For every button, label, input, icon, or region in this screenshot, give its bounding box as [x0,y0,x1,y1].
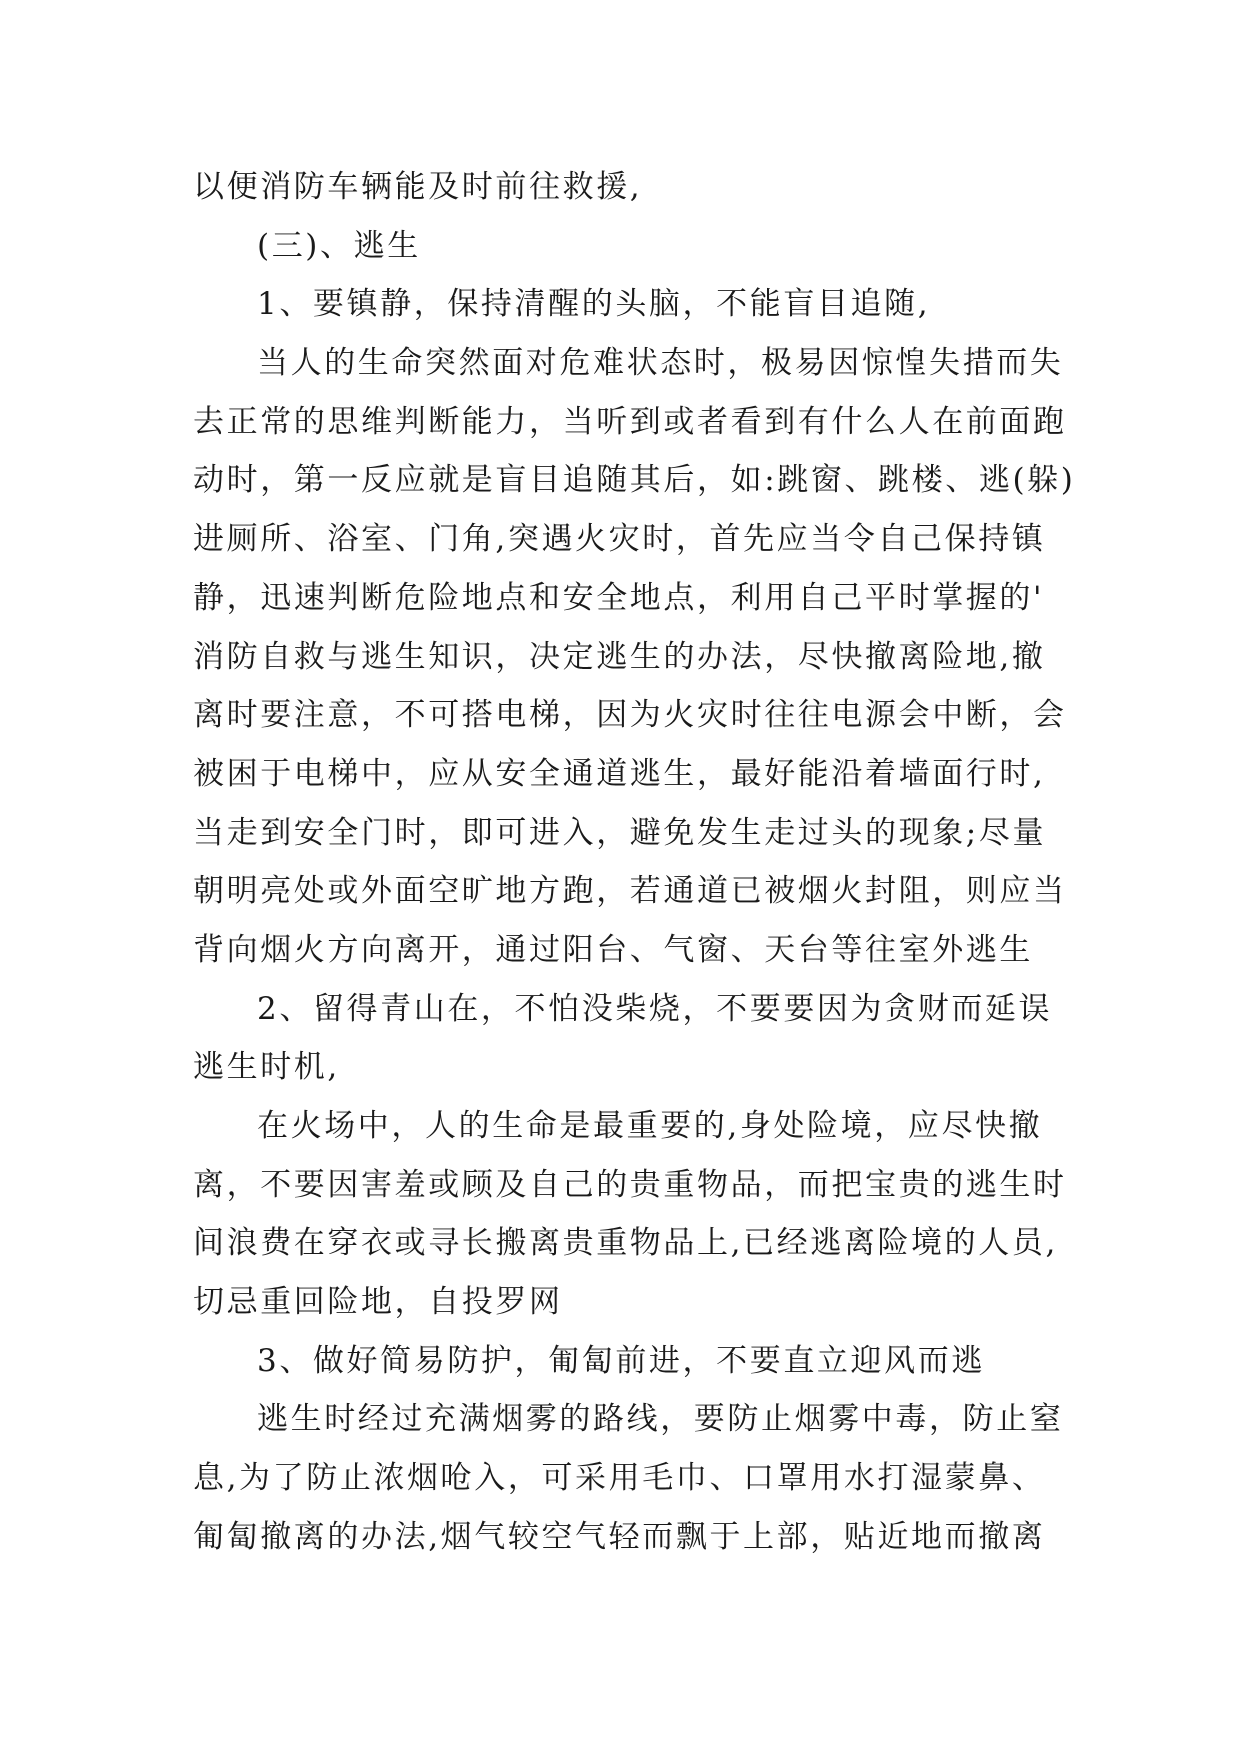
text-line: (三)、逃生 [257,227,421,264]
text-line: 间浪费在穿衣或寻长搬离贵重物品上,已经逃离险境的人员, [193,1225,1058,1262]
text-line: 静，迅速判断危险地点和安全地点，利用自己平时掌握的' [193,579,1045,616]
text-line: 1、要镇静，保持清醒的头脑，不能盲目追随, [257,286,931,323]
text-line: 进厕所、浴室、门角,突遇火灾时，首先应当令自己保持镇 [193,521,1046,558]
text-line: 匍匐撤离的办法,烟气较空气轻而飘于上部，贴近地而撤离 [193,1518,1046,1555]
text-line: 离时要注意，不可搭电梯，因为火灾时往往电源会中断，会 [193,697,1067,734]
text-line: 朝明亮处或外面空旷地方跑，若通道已被烟火封阻，则应当 [193,873,1067,910]
text-line: 离，不要因害羞或顾及自己的贵重物品，而把宝贵的逃生时 [193,1166,1067,1203]
text-line: 以便消防车辆能及时前往救援, [193,169,643,205]
text-line: 去正常的思维判断能力，当听到或者看到有什么人在前面跑 [193,403,1067,440]
text-line: 在火场中，人的生命是最重要的,身处险境，应尽快撤 [257,1108,1043,1144]
text-line: 被困于电梯中，应从安全通道逃生，最好能沿着墙面行时, [193,755,1046,792]
text-line: 当走到安全门时，即可进入，避免发生走过头的现象;尽量 [193,814,1047,851]
text-line: 息,为了防止浓烟呛入，可采用毛巾、口罩用水打湿蒙鼻、 [193,1460,1046,1497]
text-line: 背向烟火方向离开，通过阳台、气窗、天台等往室外逃生 [193,931,1033,968]
text-line: 3、做好简易防护，匍匐前进，不要直立迎风而逃 [257,1342,985,1379]
body-text [193,158,1076,1567]
text-line: 当人的生命突然面对危难状态时，极易因惊惶失措而失 [257,345,1064,382]
text-line: 动时，第一反应就是盲目追随其后，如:跳窗、跳楼、逃(躲) [193,462,1076,499]
text-line: 逃生时机, [193,1049,340,1086]
text-line: 2、留得青山在，不怕没柴烧，不要要因为贪财而延误 [257,990,1053,1027]
text-line: 逃生时经过充满烟雾的路线，要防止烟雾中毒，防止窒 [257,1401,1064,1438]
text-line: 消防自救与逃生知识，决定逃生的办法，尽快撤离险地,撤 [193,638,1046,675]
text-line: 切忌重回险地，自投罗网 [193,1284,563,1321]
